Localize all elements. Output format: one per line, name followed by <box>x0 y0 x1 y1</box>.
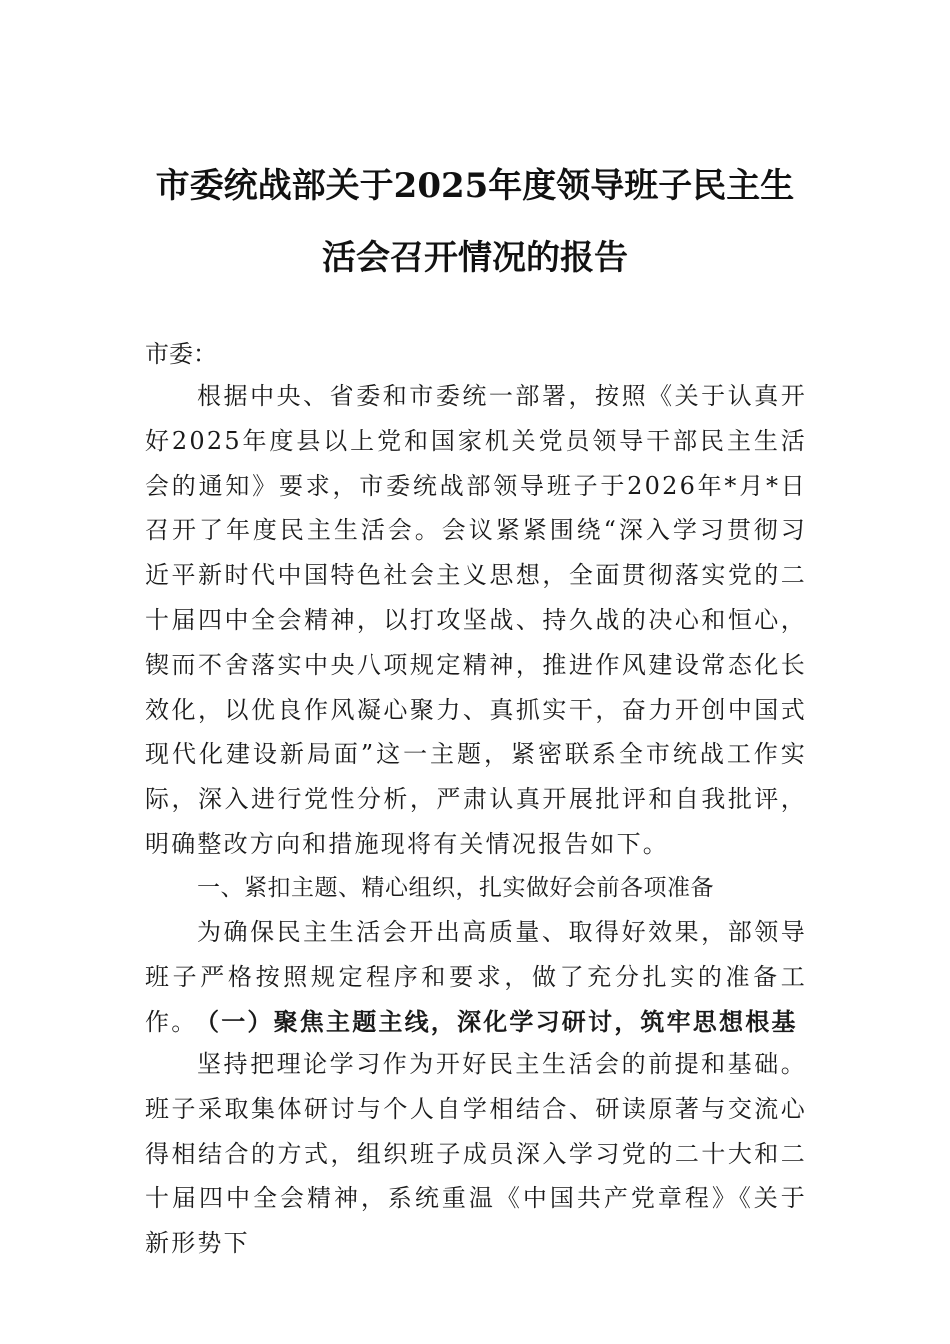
body-paragraph-3: 坚持把理论学习作为开好民主生活会的前提和基础。班子采取集体研讨与个人自学相结合、研读原著与交流心得相结合的方式，组织班子成员深入学习党的二十大和二十届四中全会精神，系统重温《中国共产党章程》《关于新形势下 <box>145 1050 807 1258</box>
section-heading-1: 一、紧扣主题、精心组织，扎实做好会前各项准备 <box>197 875 714 901</box>
subsection-heading-1: （一）聚焦主题主线，深化学习研讨，筑牢思想根基 <box>195 1007 798 1036</box>
body-paragraph-1: 根据中央、省委和市委统一部署，按照《关于认真开好2025年度县以上党和国家机关党员领导干部民主生活会的通知》要求，市委统战部领导班子于2026年*月*日召开了年度民主生活会。会议紧紧围绕“深入学习贯彻习近平新时代中国特色社会主义思想，全面贯彻落实党的二十届四中全会精神，以打攻坚战、持久战的决心和恒心，锲而不舍落实中央八项规定精神，推进作风建设常态化长效化，以优良作风凝心聚力、真抓实干，奋力开创中国式现代化建设新局面”这一主题，紧密联系全市统战工作实际，深入进行党性分析，严肃认真开展批评和自我批评，明确整改方向和措施现将有关情况报告如下。 <box>145 382 807 858</box>
document-title: 市委统战部关于2025年度领导班子民主生活会召开情况的报告 <box>155 166 795 278</box>
salutation: 市委： <box>145 340 217 368</box>
body-paragraph-2: 为确保民主生活会开出高质量、取得好效果，部领导班子严格按照规定程序和要求，做了充分扎实的准备工作。 <box>145 918 807 1036</box>
